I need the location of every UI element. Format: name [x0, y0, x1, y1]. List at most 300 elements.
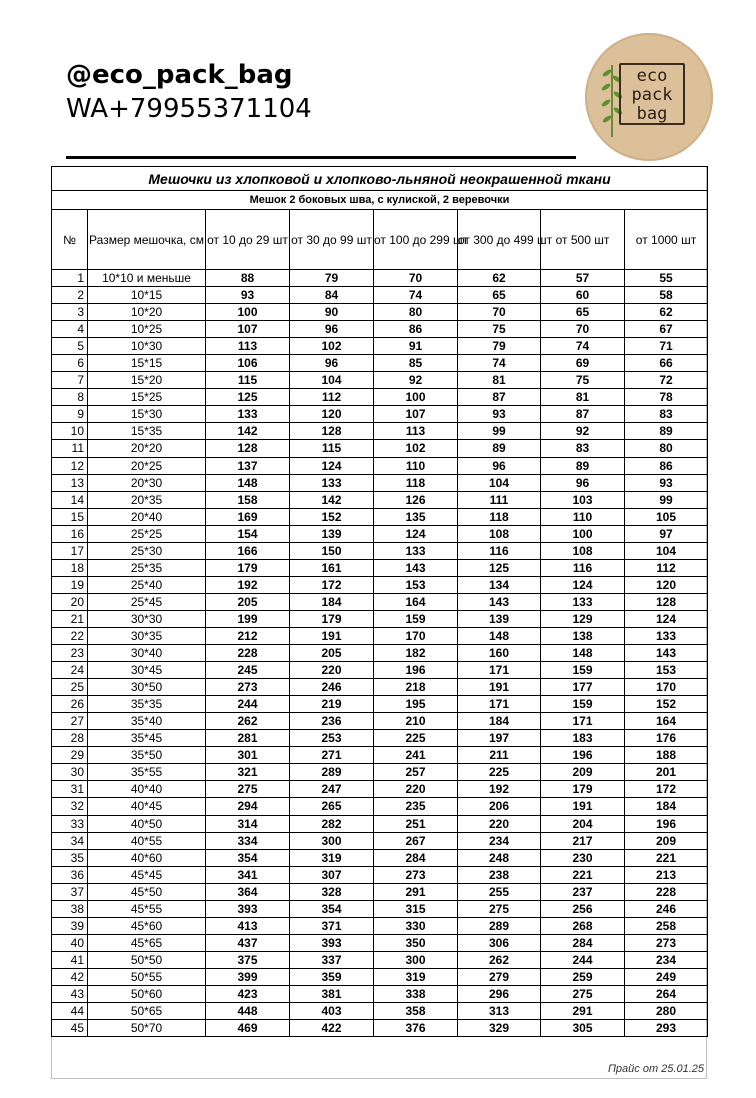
cell-number: 16 [52, 525, 88, 542]
cell-number: 14 [52, 491, 88, 508]
cell-price-1000: 78 [625, 389, 708, 406]
cell-price-1000: 124 [625, 610, 708, 627]
cell-price-300-499: 89 [458, 440, 541, 457]
cell-size: 20*30 [88, 474, 206, 491]
table-row [52, 372, 708, 389]
table-row [52, 576, 708, 593]
cell-price-1000: 143 [625, 645, 708, 662]
cell-price-30-99: 115 [290, 440, 374, 457]
cell-price-10-29: 169 [206, 508, 290, 525]
cell-price-100-299: 153 [374, 576, 458, 593]
cell-price-500: 60 [541, 287, 625, 304]
cell-price-30-99: 205 [290, 645, 374, 662]
table-row [52, 423, 708, 440]
cell-size: 40*55 [88, 832, 206, 849]
cell-price-500: 92 [541, 423, 625, 440]
cell-price-100-299: 225 [374, 730, 458, 747]
cell-number: 23 [52, 645, 88, 662]
column-header-100-299: от 100 до 299 шт [374, 210, 458, 270]
cell-price-10-29: 244 [206, 696, 290, 713]
table-row [52, 849, 708, 866]
cell-price-1000: 152 [625, 696, 708, 713]
cell-price-100-299: 135 [374, 508, 458, 525]
cell-price-300-499: 139 [458, 610, 541, 627]
cell-price-1000: 86 [625, 457, 708, 474]
cell-price-10-29: 88 [206, 270, 290, 287]
cell-price-10-29: 179 [206, 559, 290, 576]
cell-price-30-99: 79 [290, 270, 374, 287]
cell-price-500: 81 [541, 389, 625, 406]
cell-price-300-499: 248 [458, 849, 541, 866]
cell-number: 24 [52, 662, 88, 679]
table-row [52, 815, 708, 832]
cell-price-100-299: 92 [374, 372, 458, 389]
cell-price-30-99: 359 [290, 968, 374, 985]
cell-price-1000: 246 [625, 900, 708, 917]
cell-price-300-499: 74 [458, 355, 541, 372]
cell-price-300-499: 275 [458, 900, 541, 917]
table-row [52, 900, 708, 917]
cell-price-1000: 99 [625, 491, 708, 508]
cell-price-30-99: 139 [290, 525, 374, 542]
table-row [52, 662, 708, 679]
cell-number: 5 [52, 338, 88, 355]
cell-size: 30*35 [88, 627, 206, 644]
cell-price-500: 256 [541, 900, 625, 917]
cell-price-300-499: 296 [458, 985, 541, 1002]
cell-price-500: 57 [541, 270, 625, 287]
table-row [52, 440, 708, 457]
cell-price-30-99: 124 [290, 457, 374, 474]
cell-price-1000: 172 [625, 781, 708, 798]
cell-price-500: 217 [541, 832, 625, 849]
cell-price-10-29: 275 [206, 781, 290, 798]
cell-price-300-499: 160 [458, 645, 541, 662]
cell-size: 50*70 [88, 1020, 206, 1037]
cell-number: 38 [52, 900, 88, 917]
cell-price-100-299: 376 [374, 1020, 458, 1037]
cell-price-300-499: 279 [458, 968, 541, 985]
cell-price-10-29: 321 [206, 764, 290, 781]
cell-price-500: 204 [541, 815, 625, 832]
table-subtitle: Мешок 2 боковых шва, с кулиской, 2 веревочки [52, 191, 708, 210]
cell-price-500: 103 [541, 491, 625, 508]
cell-price-100-299: 291 [374, 883, 458, 900]
cell-price-500: 159 [541, 696, 625, 713]
cell-price-100-299: 210 [374, 713, 458, 730]
cell-size: 40*60 [88, 849, 206, 866]
cell-price-500: 305 [541, 1020, 625, 1037]
cell-price-30-99: 120 [290, 406, 374, 423]
cell-price-300-499: 191 [458, 679, 541, 696]
cell-price-1000: 112 [625, 559, 708, 576]
cell-price-10-29: 375 [206, 951, 290, 968]
table-row [52, 798, 708, 815]
cell-number: 22 [52, 627, 88, 644]
cell-number: 36 [52, 866, 88, 883]
logo-line-pack: pack [631, 85, 673, 105]
cell-price-100-299: 284 [374, 849, 458, 866]
cell-number: 1 [52, 270, 88, 287]
cell-price-10-29: 228 [206, 645, 290, 662]
cell-price-100-299: 124 [374, 525, 458, 542]
cell-price-500: 230 [541, 849, 625, 866]
cell-price-10-29: 393 [206, 900, 290, 917]
cell-price-30-99: 289 [290, 764, 374, 781]
table-row [52, 457, 708, 474]
cell-price-30-99: 184 [290, 593, 374, 610]
cell-size: 45*65 [88, 934, 206, 951]
price-rows [52, 270, 708, 1037]
cell-price-1000: 234 [625, 951, 708, 968]
cell-price-300-499: 234 [458, 832, 541, 849]
cell-size: 30*50 [88, 679, 206, 696]
cell-price-100-299: 267 [374, 832, 458, 849]
cell-size: 30*30 [88, 610, 206, 627]
table-row [52, 747, 708, 764]
cell-price-100-299: 300 [374, 951, 458, 968]
cell-price-300-499: 306 [458, 934, 541, 951]
table-row [52, 355, 708, 372]
cell-price-100-299: 218 [374, 679, 458, 696]
cell-price-300-499: 255 [458, 883, 541, 900]
cell-price-500: 183 [541, 730, 625, 747]
table-subtitle-row [52, 191, 708, 210]
cell-price-1000: 89 [625, 423, 708, 440]
cell-price-1000: 228 [625, 883, 708, 900]
cell-price-300-499: 211 [458, 747, 541, 764]
cell-price-100-299: 330 [374, 917, 458, 934]
cell-price-1000: 258 [625, 917, 708, 934]
table-row [52, 645, 708, 662]
cell-price-30-99: 104 [290, 372, 374, 389]
cell-price-300-499: 171 [458, 662, 541, 679]
cell-price-500: 275 [541, 985, 625, 1002]
cell-price-30-99: 236 [290, 713, 374, 730]
cell-price-500: 244 [541, 951, 625, 968]
table-row [52, 610, 708, 627]
cell-price-500: 159 [541, 662, 625, 679]
cell-price-1000: 128 [625, 593, 708, 610]
cell-price-500: 237 [541, 883, 625, 900]
cell-price-500: 89 [541, 457, 625, 474]
cell-number: 43 [52, 985, 88, 1002]
cell-size: 45*55 [88, 900, 206, 917]
cell-size: 45*45 [88, 866, 206, 883]
cell-size: 40*50 [88, 815, 206, 832]
cell-price-30-99: 179 [290, 610, 374, 627]
cell-price-100-299: 110 [374, 457, 458, 474]
cell-price-300-499: 143 [458, 593, 541, 610]
cell-price-300-499: 104 [458, 474, 541, 491]
cell-price-300-499: 108 [458, 525, 541, 542]
cell-size: 20*35 [88, 491, 206, 508]
cell-price-30-99: 84 [290, 287, 374, 304]
cell-number: 42 [52, 968, 88, 985]
cell-price-10-29: 448 [206, 1003, 290, 1020]
cell-price-500: 148 [541, 645, 625, 662]
column-header-1000: от 1000 шт [625, 210, 708, 270]
cell-number: 34 [52, 832, 88, 849]
cell-price-100-299: 143 [374, 559, 458, 576]
table-row [52, 866, 708, 883]
cell-price-100-299: 257 [374, 764, 458, 781]
cell-price-10-29: 100 [206, 304, 290, 321]
column-header-10-29: от 10 до 29 шт [206, 210, 290, 270]
cell-price-10-29: 399 [206, 968, 290, 985]
table-row [52, 917, 708, 934]
cell-price-10-29: 212 [206, 627, 290, 644]
cell-price-500: 259 [541, 968, 625, 985]
cell-price-10-29: 137 [206, 457, 290, 474]
cell-price-300-499: 87 [458, 389, 541, 406]
cell-number: 2 [52, 287, 88, 304]
cell-price-100-299: 170 [374, 627, 458, 644]
cell-size: 30*40 [88, 645, 206, 662]
cell-price-100-299: 102 [374, 440, 458, 457]
cell-price-30-99: 381 [290, 985, 374, 1002]
cell-size: 10*15 [88, 287, 206, 304]
cell-price-10-29: 262 [206, 713, 290, 730]
cell-price-1000: 105 [625, 508, 708, 525]
cell-number: 33 [52, 815, 88, 832]
cell-price-1000: 153 [625, 662, 708, 679]
cell-price-100-299: 126 [374, 491, 458, 508]
cell-price-300-499: 118 [458, 508, 541, 525]
table-row [52, 730, 708, 747]
cell-price-30-99: 191 [290, 627, 374, 644]
cell-price-1000: 249 [625, 968, 708, 985]
cell-price-1000: 83 [625, 406, 708, 423]
cell-price-30-99: 161 [290, 559, 374, 576]
cell-price-10-29: 314 [206, 815, 290, 832]
cell-price-30-99: 90 [290, 304, 374, 321]
cell-price-30-99: 422 [290, 1020, 374, 1037]
cell-price-300-499: 96 [458, 457, 541, 474]
cell-price-1000: 67 [625, 321, 708, 338]
cell-size: 25*30 [88, 542, 206, 559]
cell-number: 32 [52, 798, 88, 815]
cell-price-30-99: 112 [290, 389, 374, 406]
cell-price-100-299: 319 [374, 968, 458, 985]
cell-number: 37 [52, 883, 88, 900]
cell-price-500: 221 [541, 866, 625, 883]
cell-price-100-299: 273 [374, 866, 458, 883]
cell-price-500: 209 [541, 764, 625, 781]
table-row [52, 832, 708, 849]
cell-price-1000: 176 [625, 730, 708, 747]
cell-price-500: 133 [541, 593, 625, 610]
cell-price-30-99: 265 [290, 798, 374, 815]
cell-price-500: 291 [541, 1003, 625, 1020]
table-row [52, 321, 708, 338]
cell-number: 31 [52, 781, 88, 798]
cell-price-300-499: 70 [458, 304, 541, 321]
cell-size: 40*40 [88, 781, 206, 798]
table-row [52, 627, 708, 644]
cell-number: 4 [52, 321, 88, 338]
cell-size: 15*20 [88, 372, 206, 389]
cell-price-1000: 188 [625, 747, 708, 764]
table-row [52, 338, 708, 355]
cell-price-100-299: 100 [374, 389, 458, 406]
cell-price-100-299: 241 [374, 747, 458, 764]
cell-price-500: 110 [541, 508, 625, 525]
cell-price-1000: 66 [625, 355, 708, 372]
cell-price-300-499: 197 [458, 730, 541, 747]
column-header-30-99: от 30 до 99 шт [290, 210, 374, 270]
cell-price-1000: 293 [625, 1020, 708, 1037]
cell-price-30-99: 403 [290, 1003, 374, 1020]
cell-price-30-99: 219 [290, 696, 374, 713]
cell-price-500: 179 [541, 781, 625, 798]
table-row [52, 270, 708, 287]
cell-price-1000: 55 [625, 270, 708, 287]
cell-price-300-499: 65 [458, 287, 541, 304]
cell-number: 40 [52, 934, 88, 951]
cell-price-300-499: 116 [458, 542, 541, 559]
cell-price-1000: 62 [625, 304, 708, 321]
cell-number: 11 [52, 440, 88, 457]
cell-number: 20 [52, 593, 88, 610]
cell-price-100-299: 107 [374, 406, 458, 423]
cell-size: 30*45 [88, 662, 206, 679]
cell-size: 20*25 [88, 457, 206, 474]
table-title: Мешочки из хлопковой и хлопково-льняной неокрашенной ткани [52, 167, 708, 191]
cell-price-500: 177 [541, 679, 625, 696]
cell-price-300-499: 62 [458, 270, 541, 287]
cell-size: 15*30 [88, 406, 206, 423]
cell-price-500: 69 [541, 355, 625, 372]
cell-price-30-99: 102 [290, 338, 374, 355]
cell-price-100-299: 113 [374, 423, 458, 440]
cell-price-1000: 213 [625, 866, 708, 883]
cell-price-300-499: 148 [458, 627, 541, 644]
table-row [52, 764, 708, 781]
cell-price-300-499: 220 [458, 815, 541, 832]
cell-price-500: 138 [541, 627, 625, 644]
cell-price-1000: 273 [625, 934, 708, 951]
cell-price-300-499: 171 [458, 696, 541, 713]
cell-price-10-29: 133 [206, 406, 290, 423]
cell-price-1000: 280 [625, 1003, 708, 1020]
cell-size: 45*60 [88, 917, 206, 934]
table-row [52, 593, 708, 610]
cell-price-500: 284 [541, 934, 625, 951]
cell-price-100-299: 80 [374, 304, 458, 321]
cell-price-10-29: 166 [206, 542, 290, 559]
cell-price-10-29: 106 [206, 355, 290, 372]
cell-price-10-29: 113 [206, 338, 290, 355]
cell-price-500: 100 [541, 525, 625, 542]
cell-price-300-499: 192 [458, 781, 541, 798]
cell-price-100-299: 220 [374, 781, 458, 798]
table-row [52, 1020, 708, 1037]
cell-price-500: 83 [541, 440, 625, 457]
cell-price-10-29: 301 [206, 747, 290, 764]
cell-number: 44 [52, 1003, 88, 1020]
cell-price-500: 96 [541, 474, 625, 491]
cell-size: 35*35 [88, 696, 206, 713]
cell-price-30-99: 152 [290, 508, 374, 525]
cell-price-30-99: 271 [290, 747, 374, 764]
table-row [52, 934, 708, 951]
cell-price-1000: 170 [625, 679, 708, 696]
cell-price-10-29: 107 [206, 321, 290, 338]
cell-price-1000: 72 [625, 372, 708, 389]
column-header-size: Размер мешочка, см [88, 210, 206, 270]
cell-size: 15*35 [88, 423, 206, 440]
cell-price-10-29: 93 [206, 287, 290, 304]
cell-price-10-29: 364 [206, 883, 290, 900]
cell-number: 35 [52, 849, 88, 866]
cell-price-300-499: 184 [458, 713, 541, 730]
cell-price-10-29: 413 [206, 917, 290, 934]
cell-price-1000: 120 [625, 576, 708, 593]
cell-size: 10*30 [88, 338, 206, 355]
cell-price-10-29: 128 [206, 440, 290, 457]
cell-price-300-499: 206 [458, 798, 541, 815]
cell-price-30-99: 354 [290, 900, 374, 917]
whatsapp-phone: WA+79955371104 [66, 94, 312, 124]
cell-price-30-99: 142 [290, 491, 374, 508]
cell-price-10-29: 273 [206, 679, 290, 696]
cell-price-10-29: 192 [206, 576, 290, 593]
cell-price-1000: 80 [625, 440, 708, 457]
cell-number: 6 [52, 355, 88, 372]
cell-price-300-499: 238 [458, 866, 541, 883]
cell-price-10-29: 115 [206, 372, 290, 389]
cell-price-100-299: 235 [374, 798, 458, 815]
cell-number: 28 [52, 730, 88, 747]
column-header-number: № [52, 210, 88, 270]
cell-price-30-99: 307 [290, 866, 374, 883]
cell-number: 25 [52, 679, 88, 696]
cell-price-500: 65 [541, 304, 625, 321]
cell-price-10-29: 341 [206, 866, 290, 883]
cell-price-300-499: 289 [458, 917, 541, 934]
table-row [52, 406, 708, 423]
price-date-note: Прайс от 25.01.25 [607, 1063, 704, 1075]
table-row [52, 508, 708, 525]
cell-size: 35*55 [88, 764, 206, 781]
cell-price-30-99: 371 [290, 917, 374, 934]
cell-price-10-29: 148 [206, 474, 290, 491]
cell-number: 41 [52, 951, 88, 968]
eco-pack-bag-logo [585, 33, 713, 161]
cell-price-1000: 104 [625, 542, 708, 559]
column-header-300-499: от 300 до 499 шт [458, 210, 541, 270]
cell-price-100-299: 85 [374, 355, 458, 372]
cell-price-100-299: 350 [374, 934, 458, 951]
cell-price-500: 87 [541, 406, 625, 423]
cell-price-100-299: 196 [374, 662, 458, 679]
cell-size: 50*50 [88, 951, 206, 968]
cell-number: 29 [52, 747, 88, 764]
cell-price-1000: 264 [625, 985, 708, 1002]
cell-number: 18 [52, 559, 88, 576]
cell-price-1000: 184 [625, 798, 708, 815]
cell-size: 25*25 [88, 525, 206, 542]
table-title-row [52, 167, 708, 191]
cell-price-300-499: 313 [458, 1003, 541, 1020]
cell-price-10-29: 205 [206, 593, 290, 610]
cell-price-30-99: 172 [290, 576, 374, 593]
cell-size: 35*45 [88, 730, 206, 747]
table-row [52, 559, 708, 576]
cell-number: 10 [52, 423, 88, 440]
header-divider [66, 156, 576, 159]
